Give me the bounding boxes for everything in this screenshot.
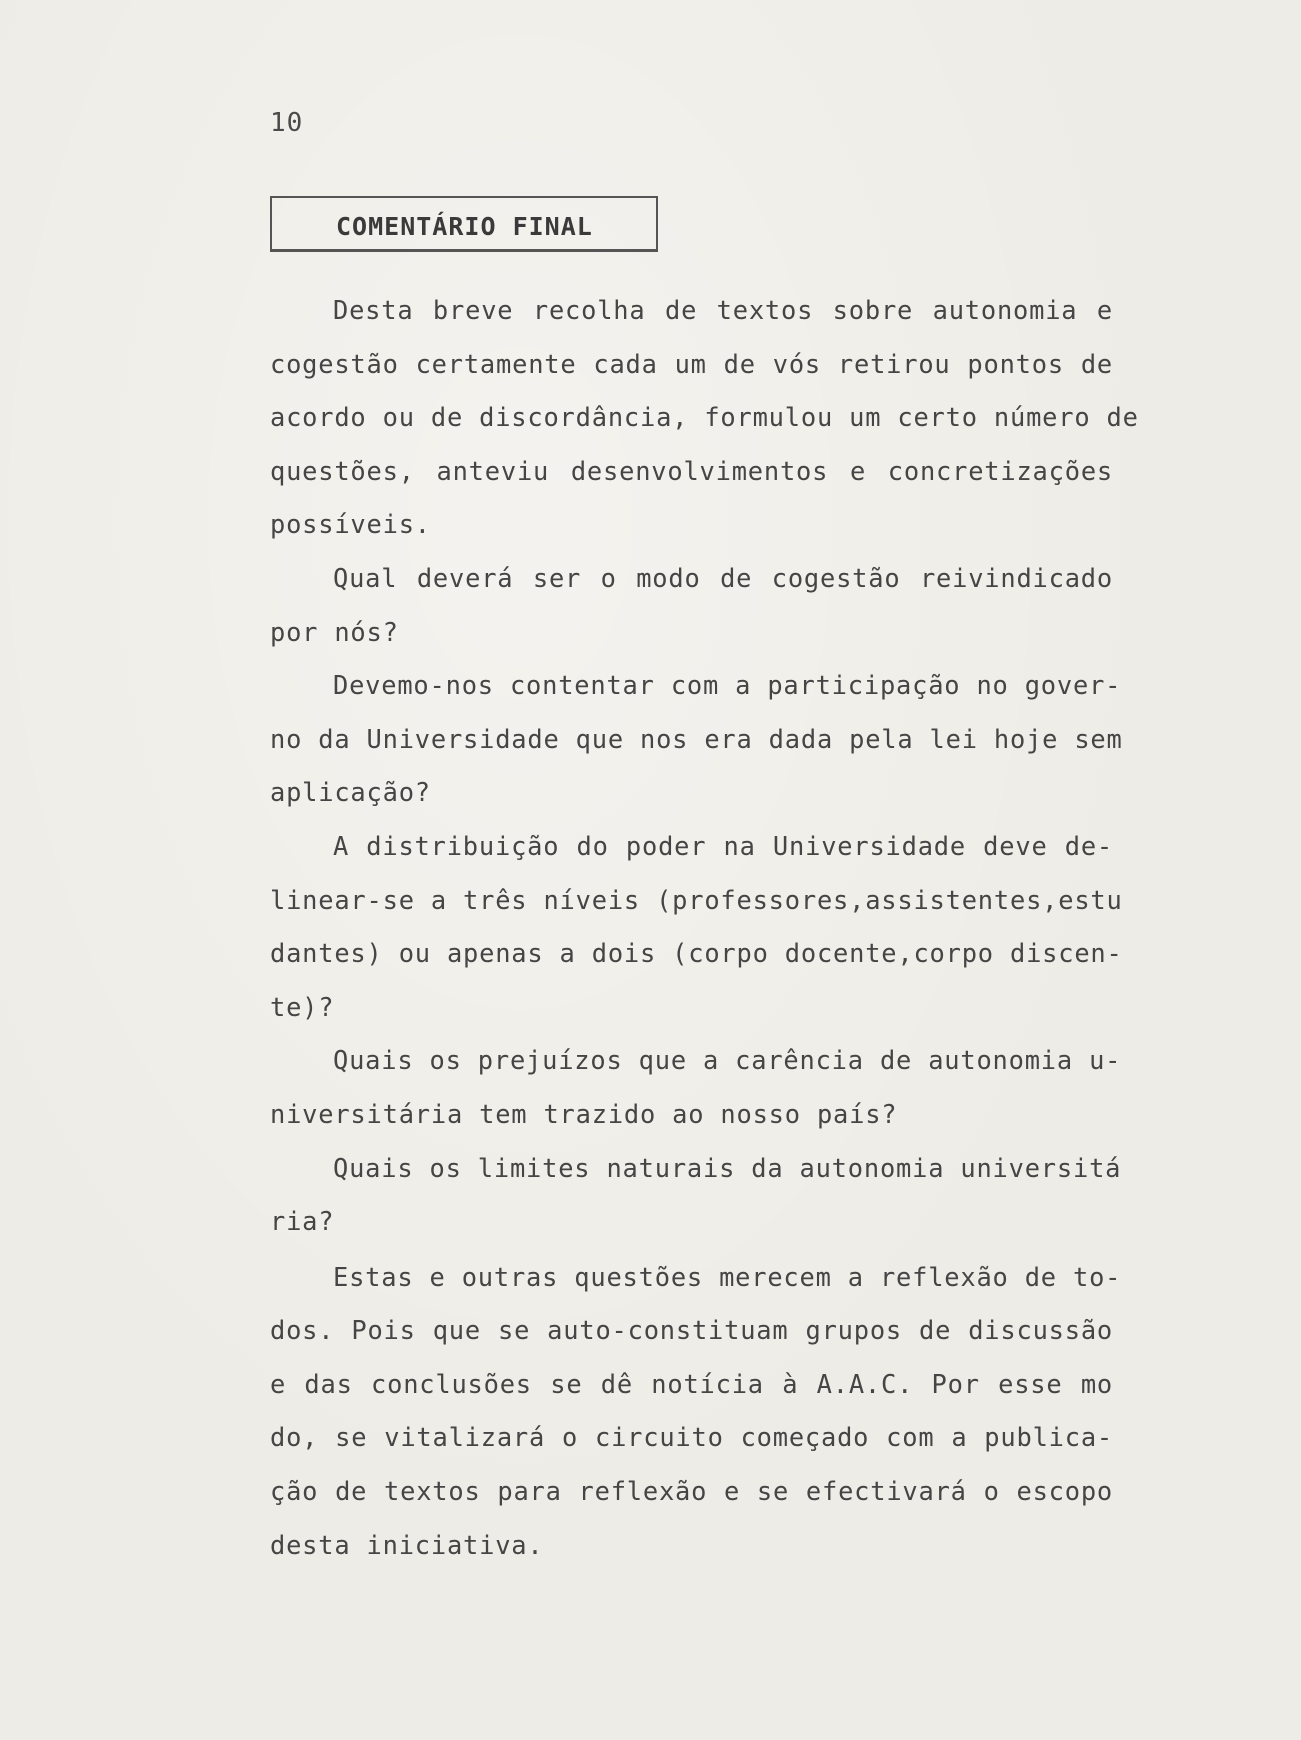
text-line: por nós? <box>270 616 399 647</box>
text-line: cogestão certamente cada um de vós retirou pontos de <box>270 348 1113 379</box>
text-line: dos. Pois que se auto-constituam grupos de discussão <box>270 1315 1113 1346</box>
text-line: desta iniciativa. <box>270 1529 544 1560</box>
text-line: e das conclusões se dê notícia à A.A.C. Por esse mo <box>270 1368 1113 1399</box>
text-line: Qual deverá ser o modo de cogestão reivindicado <box>333 562 1113 593</box>
text-line: Desta breve recolha de textos sobre autonomia e <box>333 295 1113 325</box>
text-line: aplicação? <box>270 777 431 808</box>
text-line: ção de textos para reflexão e se efectivará o escopo <box>270 1476 1113 1507</box>
section-title: COMENTÁRIO FINAL <box>336 212 593 241</box>
section-title-box <box>270 196 658 252</box>
text-line: Quais os prejuízos que a carência de autonomia u- <box>333 1045 1122 1076</box>
text-line: no da Universidade que nos era dada pela lei hoje sem <box>270 723 1123 754</box>
text-line: acordo ou de discordância, formulou um certo número de <box>270 402 1139 433</box>
body-text <box>270 284 1139 1572</box>
text-line: questões, anteviu desenvolvimentos e concretizações <box>270 455 1113 486</box>
text-line: te)? <box>270 991 335 1022</box>
text-line: Devemo-nos contentar com a participação no gover- <box>333 670 1122 701</box>
text-line: do, se vitalizará o circuito começado com a publica- <box>270 1422 1113 1453</box>
text-line: niversitária tem trazido ao nosso país? <box>270 1098 898 1129</box>
page-number: 10 <box>270 108 304 138</box>
text-line: dantes) ou apenas a dois (corpo docente,corpo discen- <box>270 938 1123 969</box>
text-line: Estas e outras questões merecem a reflexão de to- <box>333 1261 1122 1292</box>
text-line: possíveis. <box>270 509 431 540</box>
text-line: ria? <box>270 1206 335 1237</box>
text-line: linear-se a três níveis (professores,assistentes,estu <box>270 884 1123 915</box>
text-line: Quais os limites naturais da autonomia universitá <box>333 1152 1122 1183</box>
text-line: A distribuição do poder na Universidade deve de- <box>333 830 1113 861</box>
